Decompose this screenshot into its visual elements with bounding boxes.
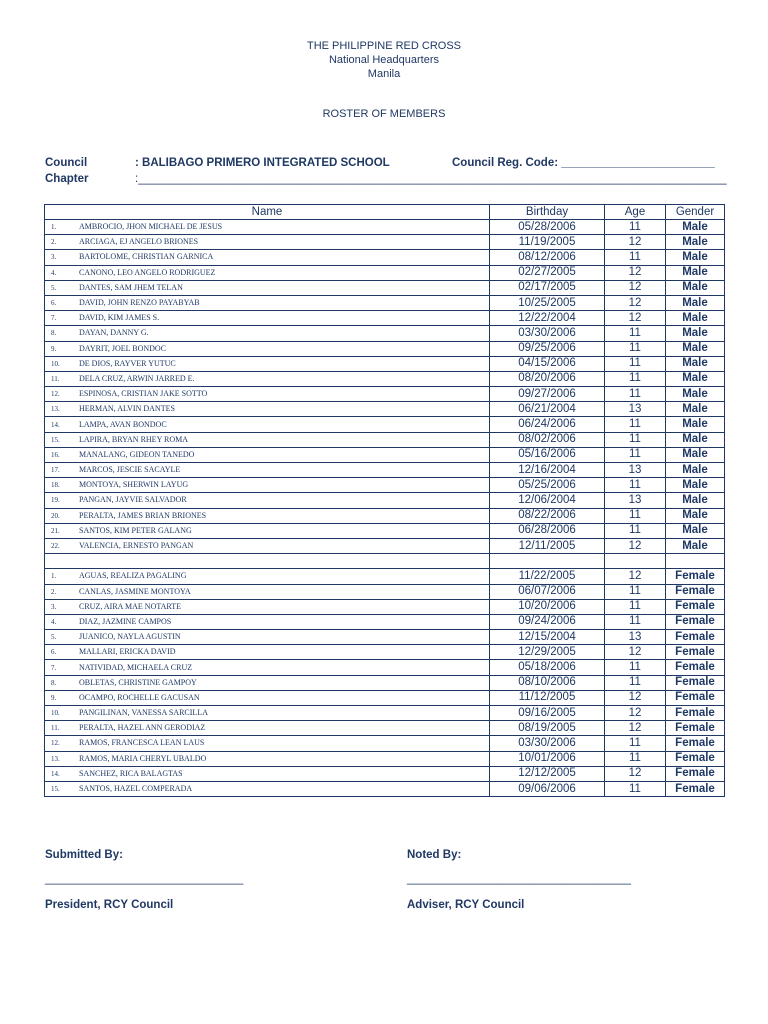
empty-cell xyxy=(605,554,666,569)
age-cell: 12 xyxy=(605,766,666,781)
table-row xyxy=(45,235,725,250)
table-row xyxy=(45,736,725,751)
table-row xyxy=(45,599,725,614)
age-cell: 11 xyxy=(605,371,666,386)
birthday-cell: 06/21/2004 xyxy=(490,402,605,417)
member-name: PANGILINAN, VANESSA SARCILLA xyxy=(79,708,208,718)
empty-cell xyxy=(666,554,725,569)
table-row xyxy=(45,356,725,371)
age-cell: 11 xyxy=(605,781,666,796)
member-name-cell xyxy=(45,523,490,538)
birthday-cell: 08/20/2006 xyxy=(490,371,605,386)
header-age: Age xyxy=(605,205,666,220)
member-name-cell xyxy=(45,220,490,235)
member-name: LAMPA, AVAN BONDOC xyxy=(79,419,167,429)
age-cell: 11 xyxy=(605,675,666,690)
chapter-label: Chapter xyxy=(45,173,89,185)
member-name-cell xyxy=(45,265,490,280)
age-cell: 11 xyxy=(605,432,666,447)
row-number: 22. xyxy=(51,542,60,551)
member-name-cell xyxy=(45,751,490,766)
member-name-cell xyxy=(45,690,490,705)
birthday-cell: 09/24/2006 xyxy=(490,614,605,629)
birthday-cell: 08/22/2006 xyxy=(490,508,605,523)
gender-cell: Female xyxy=(666,766,725,781)
table-row xyxy=(45,311,725,326)
member-name-cell xyxy=(45,645,490,660)
birthday-cell: 12/12/2005 xyxy=(490,766,605,781)
gender-cell: Female xyxy=(666,736,725,751)
city-name: Manila xyxy=(367,68,401,80)
row-number: 4. xyxy=(51,268,57,277)
gender-cell: Male xyxy=(666,280,725,295)
row-number: 2. xyxy=(51,587,57,596)
member-name-cell xyxy=(45,630,490,645)
row-number: 3. xyxy=(51,602,57,611)
member-name: MALLARI, ERICKA DAVID xyxy=(79,647,176,657)
table-row xyxy=(45,265,725,280)
header-name: Name xyxy=(45,205,490,220)
table-row xyxy=(45,690,725,705)
submitted-role: President, RCY Council xyxy=(45,899,174,911)
table-header-row xyxy=(45,205,725,220)
member-name: MARCOS, JESCIE SACAYLE xyxy=(79,465,181,475)
council-value: : BALIBAGO PRIMERO INTEGRATED SCHOOL xyxy=(135,157,390,169)
member-name: DAVID, JOHN RENZO PAYABYAB xyxy=(79,298,200,308)
age-cell: 13 xyxy=(605,463,666,478)
row-number: 15. xyxy=(51,435,60,444)
birthday-cell: 03/30/2006 xyxy=(490,326,605,341)
age-cell: 12 xyxy=(605,721,666,736)
row-number: 6. xyxy=(51,648,57,657)
row-number: 8. xyxy=(51,329,57,338)
age-cell: 13 xyxy=(605,402,666,417)
table-row xyxy=(45,538,725,553)
gender-cell: Female xyxy=(666,614,725,629)
table-row xyxy=(45,630,725,645)
birthday-cell: 11/12/2005 xyxy=(490,690,605,705)
birthday-cell: 08/02/2006 xyxy=(490,432,605,447)
age-cell: 11 xyxy=(605,751,666,766)
row-number: 1. xyxy=(51,572,57,581)
row-number: 20. xyxy=(51,511,60,520)
submitted-by-label: Submitted By: xyxy=(45,849,123,861)
page-title: ROSTER OF MEMBERS xyxy=(322,108,446,120)
table-row xyxy=(45,675,725,690)
row-number: 13. xyxy=(51,754,60,763)
birthday-cell: 06/28/2006 xyxy=(490,523,605,538)
birthday-cell: 09/25/2006 xyxy=(490,341,605,356)
member-name-cell xyxy=(45,387,490,402)
table-row xyxy=(45,417,725,432)
birthday-cell: 08/10/2006 xyxy=(490,675,605,690)
gender-cell: Male xyxy=(666,478,725,493)
member-name-cell xyxy=(45,250,490,265)
member-name: OCAMPO, ROCHELLE GACUSAN xyxy=(79,692,200,702)
member-name-cell xyxy=(45,538,490,553)
birthday-cell: 02/27/2005 xyxy=(490,265,605,280)
birthday-cell: 05/18/2006 xyxy=(490,660,605,675)
member-name: PERALTA, JAMES BRIAN BRIONES xyxy=(79,510,207,520)
gender-cell: Male xyxy=(666,463,725,478)
table-row xyxy=(45,326,725,341)
birthday-cell: 09/27/2006 xyxy=(490,387,605,402)
gender-cell: Male xyxy=(666,311,725,326)
gender-cell: Female xyxy=(666,675,725,690)
row-number: 12. xyxy=(51,390,60,399)
row-number: 15. xyxy=(51,785,60,794)
row-number: 10. xyxy=(51,709,60,718)
table-row xyxy=(45,387,725,402)
birthday-cell: 12/06/2004 xyxy=(490,493,605,508)
birthday-cell: 05/16/2006 xyxy=(490,447,605,462)
birthday-cell: 12/22/2004 xyxy=(490,311,605,326)
gender-cell: Male xyxy=(666,295,725,310)
birthday-cell: 08/12/2006 xyxy=(490,250,605,265)
gender-cell: Female xyxy=(666,569,725,584)
member-name-cell xyxy=(45,295,490,310)
member-name-cell xyxy=(45,675,490,690)
gender-cell: Female xyxy=(666,751,725,766)
gender-cell: Male xyxy=(666,493,725,508)
table-row xyxy=(45,508,725,523)
age-cell: 11 xyxy=(605,478,666,493)
member-name-cell xyxy=(45,235,490,250)
table-row xyxy=(45,371,725,386)
council-label: Council xyxy=(45,157,88,169)
org-name: THE PHILIPPINE RED CROSS xyxy=(306,40,462,52)
gender-cell: Female xyxy=(666,584,725,599)
row-number: 14. xyxy=(51,769,60,778)
row-number: 21. xyxy=(51,526,60,535)
birthday-cell: 10/01/2006 xyxy=(490,751,605,766)
member-name-cell xyxy=(45,706,490,721)
member-name-cell xyxy=(45,660,490,675)
roster-table xyxy=(44,204,725,797)
gender-cell: Female xyxy=(666,781,725,796)
member-name: SANCHEZ, RICA BALAGTAS xyxy=(79,768,183,778)
member-name: PERALTA, HAZEL ANN GERODIAZ xyxy=(79,723,206,733)
member-name: ARCIAGA, EJ ANGELO BRIONES xyxy=(79,237,199,247)
member-name: RAMOS, FRANCESCA LEAN LAUS xyxy=(79,738,205,748)
age-cell: 11 xyxy=(605,523,666,538)
age-cell: 11 xyxy=(605,660,666,675)
member-name: DE DIOS, RAYVER YUTUC xyxy=(79,358,176,368)
noted-signature-line: ___________________________________ xyxy=(407,873,631,885)
birthday-cell: 12/11/2005 xyxy=(490,538,605,553)
table-row xyxy=(45,295,725,310)
age-cell: 11 xyxy=(605,326,666,341)
member-name-cell xyxy=(45,766,490,781)
header-birthday: Birthday xyxy=(490,205,605,220)
gender-cell: Male xyxy=(666,523,725,538)
birthday-cell: 12/29/2005 xyxy=(490,645,605,660)
gender-cell: Female xyxy=(666,630,725,645)
age-cell: 12 xyxy=(605,280,666,295)
age-cell: 13 xyxy=(605,630,666,645)
row-number: 14. xyxy=(51,420,60,429)
empty-cell xyxy=(45,554,490,569)
gender-cell: Male xyxy=(666,417,725,432)
birthday-cell: 05/25/2006 xyxy=(490,478,605,493)
row-number: 1. xyxy=(51,223,57,232)
gender-cell: Female xyxy=(666,706,725,721)
row-number: 4. xyxy=(51,617,57,626)
row-number: 9. xyxy=(51,344,57,353)
member-name: DELA CRUZ, ARWIN JARRED E. xyxy=(79,373,195,383)
table-row xyxy=(45,660,725,675)
member-name: CRUZ, AIRA MAE NOTARTE xyxy=(79,601,181,611)
member-name: VALENCIA, ERNESTO PANGAN xyxy=(79,541,194,551)
member-name-cell xyxy=(45,447,490,462)
birthday-cell: 11/22/2005 xyxy=(490,569,605,584)
age-cell: 11 xyxy=(605,736,666,751)
table-row xyxy=(45,523,725,538)
member-name: NATIVIDAD, MICHAELA CRUZ xyxy=(79,662,193,672)
member-name: RAMOS, MARIA CHERYL UBALDO xyxy=(79,753,207,763)
age-cell: 11 xyxy=(605,250,666,265)
gender-cell: Male xyxy=(666,265,725,280)
member-name-cell xyxy=(45,478,490,493)
member-name-cell xyxy=(45,493,490,508)
member-name: PANGAN, JAYVIE SALVADOR xyxy=(79,495,187,505)
birthday-cell: 04/15/2006 xyxy=(490,356,605,371)
row-number: 10. xyxy=(51,359,60,368)
member-name: SANTOS, HAZEL COMPERADA xyxy=(79,784,193,794)
birthday-cell: 06/07/2006 xyxy=(490,584,605,599)
row-number: 8. xyxy=(51,678,57,687)
birthday-cell: 08/19/2005 xyxy=(490,721,605,736)
age-cell: 11 xyxy=(605,447,666,462)
row-number: 5. xyxy=(51,633,57,642)
member-name-cell xyxy=(45,736,490,751)
row-number: 11. xyxy=(51,724,60,733)
age-cell: 11 xyxy=(605,387,666,402)
birthday-cell: 12/16/2004 xyxy=(490,463,605,478)
birthday-cell: 03/30/2006 xyxy=(490,736,605,751)
member-name: BARTOLOME, CHRISTIAN GARNICA xyxy=(79,252,214,262)
member-name-cell xyxy=(45,280,490,295)
age-cell: 12 xyxy=(605,569,666,584)
row-number: 17. xyxy=(51,466,60,475)
gender-cell: Male xyxy=(666,371,725,386)
age-cell: 12 xyxy=(605,265,666,280)
noted-role: Adviser, RCY Council xyxy=(407,899,525,911)
empty-cell xyxy=(490,554,605,569)
gender-cell: Male xyxy=(666,538,725,553)
table-row xyxy=(45,493,725,508)
row-number: 13. xyxy=(51,405,60,414)
gender-cell: Female xyxy=(666,690,725,705)
gender-cell: Female xyxy=(666,599,725,614)
age-cell: 12 xyxy=(605,235,666,250)
table-row xyxy=(45,463,725,478)
table-row xyxy=(45,645,725,660)
member-name: AMBROCIO, JHON MICHAEL DE JESUS xyxy=(79,222,223,232)
member-name-cell xyxy=(45,599,490,614)
gender-cell: Male xyxy=(666,447,725,462)
member-name: AGUAS, REALIZA PAGALING xyxy=(79,571,187,581)
row-number: 9. xyxy=(51,693,57,702)
birthday-cell: 09/06/2006 xyxy=(490,781,605,796)
member-name-cell xyxy=(45,402,490,417)
table-row xyxy=(45,751,725,766)
gender-cell: Female xyxy=(666,721,725,736)
gender-cell: Male xyxy=(666,220,725,235)
birthday-cell: 10/25/2005 xyxy=(490,295,605,310)
gender-cell: Male xyxy=(666,508,725,523)
member-name: DAVID, KIM JAMES S. xyxy=(79,313,160,323)
age-cell: 11 xyxy=(605,341,666,356)
row-number: 3. xyxy=(51,253,57,262)
member-name-cell xyxy=(45,721,490,736)
row-number: 6. xyxy=(51,299,57,308)
table-row xyxy=(45,569,725,584)
row-number: 16. xyxy=(51,450,60,459)
gender-cell: Male xyxy=(666,356,725,371)
age-cell: 12 xyxy=(605,538,666,553)
member-name: CANLAS, JASMINE MONTOYA xyxy=(79,586,191,596)
row-number: 11. xyxy=(51,374,60,383)
row-number: 2. xyxy=(51,238,57,247)
gender-cell: Male xyxy=(666,432,725,447)
member-name: MANALANG, GIDEON TANEDO xyxy=(79,449,195,459)
gender-cell: Female xyxy=(666,660,725,675)
header-gender: Gender xyxy=(666,205,725,220)
member-name-cell xyxy=(45,569,490,584)
noted-by-label: Noted By: xyxy=(407,849,462,861)
member-name: CANONO, LEO ANGELO RODRIGUEZ xyxy=(79,267,216,277)
gender-cell: Male xyxy=(666,402,725,417)
submitted-signature-line: _______________________________ xyxy=(45,873,244,885)
row-number: 19. xyxy=(51,496,60,505)
table-row xyxy=(45,447,725,462)
chapter-value: :____________________________________________________________________________________________ xyxy=(135,173,727,185)
age-cell: 12 xyxy=(605,311,666,326)
table-row xyxy=(45,402,725,417)
member-name-cell xyxy=(45,508,490,523)
member-name: DIAZ, JAZMINE CAMPOS xyxy=(79,616,172,626)
member-name: DAYAN, DANNY G. xyxy=(79,328,149,338)
birthday-cell: 05/28/2006 xyxy=(490,220,605,235)
gender-cell: Female xyxy=(666,645,725,660)
row-number: 18. xyxy=(51,481,60,490)
gender-cell: Male xyxy=(666,341,725,356)
birthday-cell: 02/17/2005 xyxy=(490,280,605,295)
member-name-cell xyxy=(45,311,490,326)
table-row xyxy=(45,721,725,736)
age-cell: 11 xyxy=(605,614,666,629)
row-number: 7. xyxy=(51,314,57,323)
table-row xyxy=(45,250,725,265)
table-row xyxy=(45,781,725,796)
table-row xyxy=(45,280,725,295)
gender-cell: Male xyxy=(666,326,725,341)
member-name-cell xyxy=(45,371,490,386)
member-name: LAPIRA, BRYAN RHEY ROMA xyxy=(79,434,189,444)
birthday-cell: 12/15/2004 xyxy=(490,630,605,645)
member-name: OBLETAS, CHRISTINE GAMPOY xyxy=(79,677,197,687)
member-name: DAYRIT, JOEL BONDOC xyxy=(79,343,167,353)
member-name-cell xyxy=(45,432,490,447)
member-name: ESPINOSA, CRISTIAN JAKE SOTTO xyxy=(79,389,208,399)
age-cell: 12 xyxy=(605,690,666,705)
council-reg-code: Council Reg. Code: ________________________ xyxy=(452,157,715,169)
age-cell: 11 xyxy=(605,584,666,599)
office-name: National Headquarters xyxy=(328,54,440,66)
age-cell: 12 xyxy=(605,706,666,721)
member-name: SANTOS, KIM PETER GALANG xyxy=(79,525,192,535)
table-row xyxy=(45,706,725,721)
member-name-cell xyxy=(45,614,490,629)
member-name: MONTOYA, SHERWIN LAYUG xyxy=(79,480,189,490)
member-name-cell xyxy=(45,584,490,599)
age-cell: 12 xyxy=(605,645,666,660)
separator-row xyxy=(45,554,725,569)
member-name-cell xyxy=(45,356,490,371)
row-number: 7. xyxy=(51,663,57,672)
table-row xyxy=(45,584,725,599)
age-cell: 12 xyxy=(605,295,666,310)
age-cell: 11 xyxy=(605,599,666,614)
age-cell: 13 xyxy=(605,493,666,508)
table-row xyxy=(45,478,725,493)
age-cell: 11 xyxy=(605,508,666,523)
age-cell: 11 xyxy=(605,356,666,371)
gender-cell: Male xyxy=(666,387,725,402)
birthday-cell: 06/24/2006 xyxy=(490,417,605,432)
member-name-cell xyxy=(45,326,490,341)
row-number: 12. xyxy=(51,739,60,748)
member-name: HERMAN, ALVIN DANTES xyxy=(79,404,175,414)
member-name: JUANICO, NAYLA AGUSTIN xyxy=(79,632,181,642)
gender-cell: Male xyxy=(666,235,725,250)
member-name-cell xyxy=(45,341,490,356)
table-row xyxy=(45,766,725,781)
member-name-cell xyxy=(45,417,490,432)
table-row xyxy=(45,432,725,447)
table-row xyxy=(45,220,725,235)
gender-cell: Male xyxy=(666,250,725,265)
birthday-cell: 10/20/2006 xyxy=(490,599,605,614)
birthday-cell: 09/16/2005 xyxy=(490,706,605,721)
row-number: 5. xyxy=(51,283,57,292)
table-row xyxy=(45,341,725,356)
member-name: DANTES, SAM JHEM TELAN xyxy=(79,282,183,292)
age-cell: 11 xyxy=(605,417,666,432)
member-name-cell xyxy=(45,781,490,796)
age-cell: 11 xyxy=(605,220,666,235)
member-name-cell xyxy=(45,463,490,478)
table-row xyxy=(45,614,725,629)
birthday-cell: 11/19/2005 xyxy=(490,235,605,250)
